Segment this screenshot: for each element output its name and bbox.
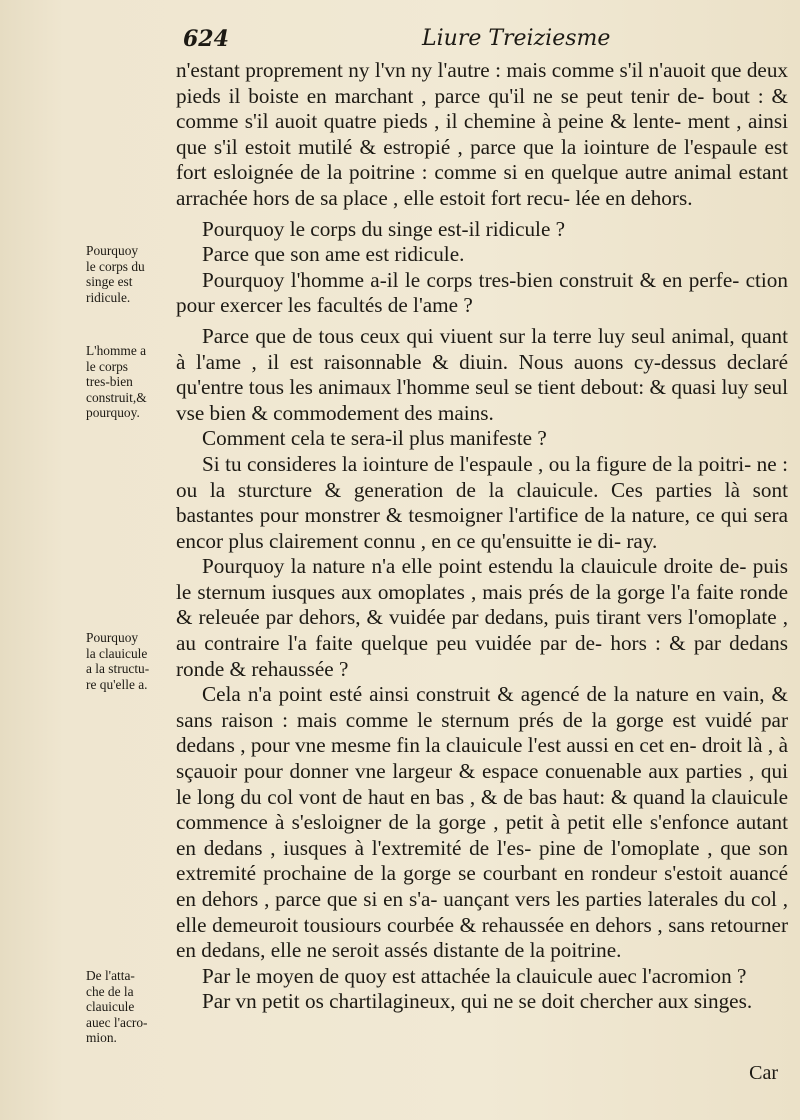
question (176, 964, 788, 990)
text-line: ce qui sera encor plus clairement connu , en ce qu'ensuitte ie di- (176, 503, 788, 553)
margin-note-line: singe est (86, 274, 133, 290)
text-line: droit là , à sçauoir pour donner vne largeur & espace conuenable (176, 733, 788, 784)
main-text (176, 58, 788, 1015)
text-line: Pourquoy la nature n'a elle point estendu la clauicule droite de- (202, 554, 747, 579)
margin-note-line: De l'atta- (86, 968, 135, 983)
page-header (0, 26, 800, 58)
text-line: seroit assés distante de la poitrine. (331, 938, 622, 963)
margin-note-line: le corps (86, 358, 129, 374)
margin-note-line: tres-bien (86, 374, 133, 390)
text-line: aux parties , qui le long du col vont de haut en bas , & de bas haut: (176, 759, 788, 809)
text-line: Par vn petit os chartilagineux, qui ne se doit chercher aux singes. (202, 989, 753, 1014)
text-line: faite ronde & releuée par dehors, & vuidée par dedans, puis tirant (176, 579, 788, 630)
answer (176, 682, 788, 964)
text-line: Comment cela te sera-il plus manifeste ? (202, 426, 547, 451)
text-line: Pourquoy le corps du singe est-il ridicule ? (202, 216, 566, 241)
text-line: par dedans , pour vne mesme fin la clauicule l'est aussi en cet en- (176, 707, 789, 758)
text-line: declaré qu'entre tous les animaux l'homme seul se tient debout: (176, 349, 788, 400)
margin-note-line: a la structu- (86, 661, 150, 677)
margin-note-line: clauicule (86, 999, 135, 1015)
answer (176, 242, 788, 268)
margin-note-line: L'homme a (86, 343, 147, 358)
margin-note (86, 968, 176, 1046)
text-line: ray. (626, 528, 658, 553)
text-line: hors : & par dedans ronde & rehaussée ? (176, 631, 789, 681)
text-line: autre animal estant arrachée hors de sa place , elle estoit fort recu- (176, 160, 789, 210)
question (176, 217, 788, 243)
running-title: Liure Treiziesme (422, 26, 611, 51)
text-line: lée en dehors. (575, 185, 693, 210)
question (176, 268, 788, 319)
text-line: Par le moyen de quoy est attachée la clauicule auec l'acromion ? (202, 963, 747, 988)
margin-note-line: re qu'elle a. (86, 676, 148, 692)
text-line: ction pour exercer les facultés de l'ame ? (176, 267, 788, 318)
text-line: courbant en rondeur s'estoit auancé en dehors , parce que si en s'a- (176, 861, 788, 911)
margin-note-line: Pourquoy (86, 243, 139, 258)
answer (176, 989, 788, 1015)
margin-note-line: le corps du (86, 258, 145, 274)
margin-note-line: construit,& (86, 389, 147, 405)
text-line: pine de l'omoplate , que son extremité prochaine de la gorge se (176, 835, 788, 886)
text-line: bout : & comme s'il auoit quatre pieds , il chemine à peine & lente- (176, 83, 788, 134)
text-line: Parce que de tous ceux qui viuent sur la terre luy seul animal, (202, 323, 735, 348)
paragraph (176, 58, 788, 212)
text-line: & quasi luy seul vse bien & commodement des mains. (176, 375, 788, 425)
text-line: de l'espaule est fort esloignée de la poitrine : comme si en quelque (176, 134, 788, 185)
text-line: Pourquoy l'homme a-il le corps tres-bien construit & en perfe- (202, 267, 740, 292)
margin-note (86, 243, 176, 305)
answer (176, 452, 788, 554)
text-line: quant à l'ame , il est raisonnable & diuin. Nous auons cy-dessus (176, 323, 789, 374)
question (176, 554, 788, 682)
text-line: ment , ainsi que s'il estoit mutilé & estropié , parce que la iointure (176, 109, 788, 159)
answer (176, 324, 788, 426)
text-line: deux pieds il boiste en marchant , parce qu'il ne se peut tenir de- (176, 58, 789, 108)
text-line: Cela n'a point esté ainsi construit & agencé de la nature en vain, (202, 682, 765, 707)
text-line: uançant vers les parties laterales du col , elle demeuroit tousiours (176, 887, 789, 937)
margin-note-line: ridicule. (86, 289, 131, 305)
margin-note-line: Pourquoy (86, 630, 139, 645)
page-number: 624 (183, 26, 229, 52)
margin-note-line: mion. (86, 1030, 117, 1046)
margin-note (86, 630, 176, 692)
text-line: vers l'omoplate , au contraire l'a faite quelque peu vuidée par de- (176, 605, 788, 656)
margin-note-line: pourquoy. (86, 405, 140, 421)
text-line: courbée & rehaussée en dehors , sans retourner en dedans, elle ne (176, 912, 789, 963)
catchword: Car (749, 1062, 778, 1084)
text-line: Parce que son ame est ridicule. (202, 242, 465, 267)
text-line: & quand la clauicule commence à s'esloigner de la gorge , petit à (176, 784, 788, 835)
text-line: n'estant proprement ny l'vn ny l'autre : mais comme s'il n'auoit que (176, 58, 742, 82)
margin-note-line: auec l'acro- (86, 1014, 148, 1030)
text-line: puis le sternum iusques aux omoplates , mais prés de la gorge l'a (176, 554, 789, 604)
question (176, 426, 788, 452)
text-line: sont bastantes pour monstrer & tesmoigner l'artifice de la nature, (176, 477, 788, 528)
margin-note (86, 343, 176, 421)
margin-note-line: la clauicule (86, 645, 148, 661)
text-line: & sans raison : mais comme le sternum prés de la gorge est vuidé (176, 682, 788, 732)
margin-note-line: che de la (86, 983, 134, 999)
text-line: Si tu consideres la iointure de l'espaule , ou la figure de la poitri- (202, 451, 752, 476)
text-line: ne : ou la sturcture & generation de la clauicule. Ces parties là (176, 451, 788, 502)
text-line: petit elle s'enfonce autant en dedans , iusques à l'extremité de l'es- (176, 810, 789, 860)
